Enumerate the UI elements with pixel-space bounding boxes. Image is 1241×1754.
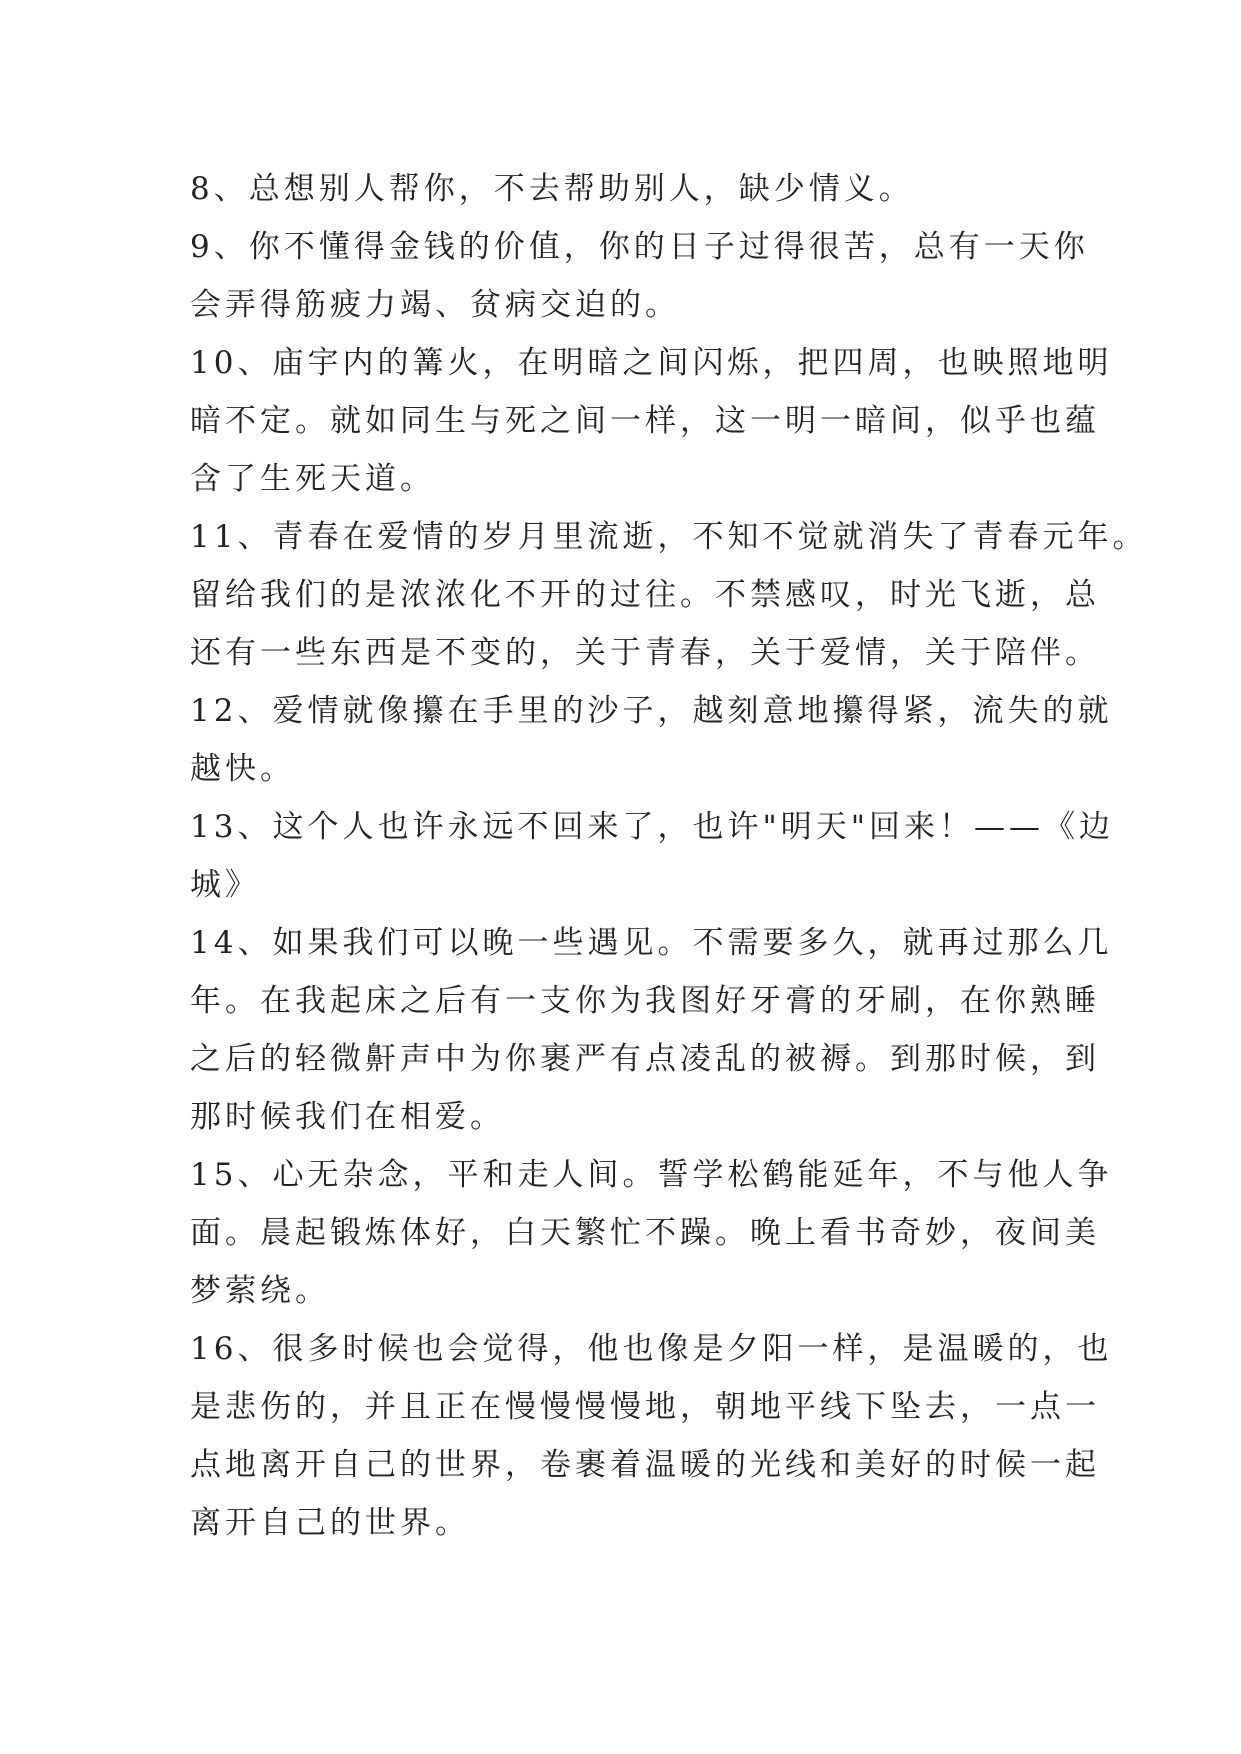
- text-line: 16、很多时候也会觉得，他也像是夕阳一样，是温暖的，也: [190, 1331, 1113, 1367]
- text-line: 是悲伤的，并且正在慢慢慢慢地，朝地平线下坠去，一点一: [190, 1389, 1100, 1425]
- document-body: [190, 160, 1148, 1552]
- text-line: 年。在我起床之后有一支你为我图好牙膏的牙刷，在你熟睡: [190, 983, 1100, 1019]
- text-line: 还有一些东西是不变的，关于青春，关于爱情，关于陪伴。: [190, 635, 1100, 671]
- text-line: 越快。: [190, 751, 295, 787]
- text-line: 留给我们的是浓浓化不开的过往。不禁感叹，时光飞逝，总: [190, 577, 1100, 613]
- text-line: 会弄得筋疲力竭、贫病交迫的。: [190, 287, 680, 323]
- text-line: 8、总想别人帮你，不去帮助别人，缺少情义。: [190, 171, 914, 207]
- text-line: 15、心无杂念，平和走人间。誓学松鹤能延年，不与他人争: [190, 1157, 1113, 1193]
- text-line: 13、这个人也许永远不回来了，也许"明天"回来！——《边: [190, 809, 1114, 845]
- text-line: 14、如果我们可以晚一些遇见。不需要多久，就再过那么几: [190, 925, 1113, 961]
- text-line: 那时候我们在相爱。: [190, 1099, 505, 1135]
- text-line: 城》: [190, 867, 260, 903]
- text-line: 之后的轻微鼾声中为你裹严有点凌乱的被褥。到那时候，到: [190, 1041, 1100, 1077]
- text-line: 11、青春在爱情的岁月里流逝，不知不觉就消失了青春元年。: [190, 519, 1148, 555]
- text-line: 面。晨起锻炼体好，白天繁忙不躁。晚上看书奇妙，夜间美: [190, 1215, 1100, 1251]
- text-line: 离开自己的世界。: [190, 1505, 470, 1541]
- text-line: 9、你不懂得金钱的价值，你的日子过得很苦，总有一天你: [190, 229, 1089, 265]
- text-line: 10、庙宇内的篝火，在明暗之间闪烁，把四周，也映照地明: [190, 345, 1113, 381]
- text-line: 点地离开自己的世界，卷裹着温暖的光线和美好的时候一起: [190, 1447, 1100, 1483]
- text-line: 暗不定。就如同生与死之间一样，这一明一暗间，似乎也蕴: [190, 403, 1100, 439]
- text-line: 12、爱情就像攥在手里的沙子，越刻意地攥得紧，流失的就: [190, 693, 1113, 729]
- text-line: 含了生死天道。: [190, 461, 435, 497]
- text-line: 梦萦绕。: [190, 1273, 330, 1309]
